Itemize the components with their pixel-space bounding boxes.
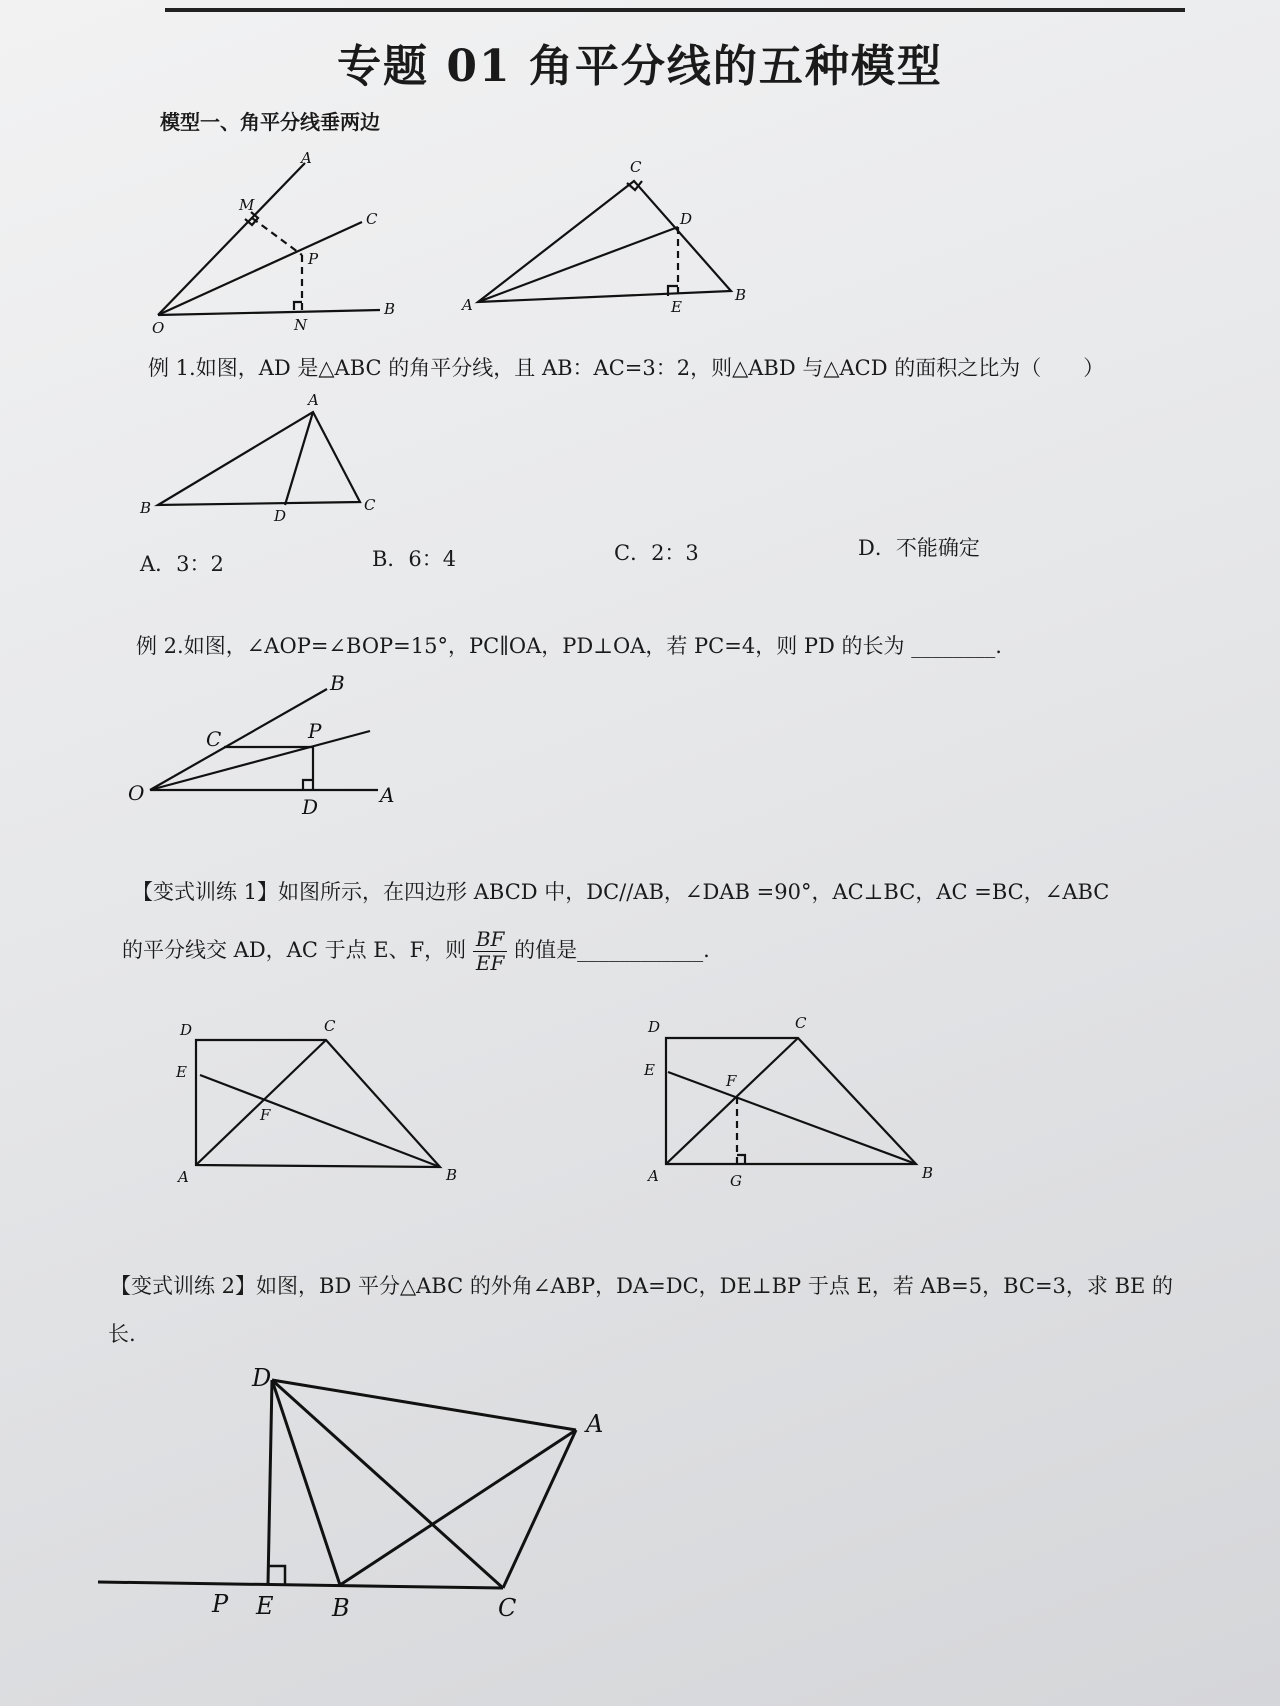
fig2-label-a: A	[462, 296, 473, 314]
example2-question: 例 2.如图，∠AOP=∠BOP=15°，PC∥OA，PD⊥OA，若 PC=4，则 PD 的长为 ________.	[136, 634, 1002, 658]
ex2-label-p: P	[308, 719, 322, 743]
example1-option-b: B．6：4	[372, 547, 457, 571]
ex1-label-c: C	[364, 496, 376, 514]
variant2-question-line1: 【变式训练 2】如图，BD 平分△ABC 的外角∠ABP，DA=DC，DE⊥BP 于点 E，若 AB=5，BC=3，求 BE 的	[110, 1274, 1174, 1298]
example1-option-a: A．3：2	[140, 552, 224, 576]
v2-label-a: A	[586, 1410, 604, 1438]
v2-label-p: P	[212, 1590, 229, 1618]
ex2-label-b: B	[330, 671, 345, 695]
v1a-label-e: E	[176, 1063, 187, 1081]
ex2-label-a: A	[380, 783, 395, 807]
fig2-label-d: D	[680, 210, 693, 228]
v1b-label-d: D	[648, 1018, 661, 1036]
fraction-denominator: EF	[475, 951, 505, 975]
v1a-label-b: B	[446, 1166, 458, 1184]
ex2-label-o: O	[128, 781, 145, 805]
v1b-label-b: B	[922, 1164, 934, 1182]
ex1-label-b: B	[140, 499, 152, 517]
ex1-label-d: D	[274, 507, 287, 525]
variant1-line2-prefix: 的平分线交 AD，AC 于点 E、F，则	[122, 938, 467, 962]
v2-label-c: C	[498, 1594, 517, 1622]
fig2-label-e: E	[671, 298, 682, 316]
ex2-label-d: D	[302, 795, 319, 819]
model-heading: 模型一、角平分线垂两边	[160, 110, 380, 134]
v1b-label-g: G	[730, 1172, 742, 1190]
v2-label-e: E	[256, 1592, 274, 1620]
fig2-label-b: B	[735, 286, 747, 304]
fig1-label-n: N	[294, 316, 308, 334]
v1a-label-c: C	[324, 1017, 336, 1035]
fig1-label-o: O	[152, 319, 165, 337]
v2-label-d: D	[252, 1364, 272, 1392]
variant1-line2-suffix: 的值是____________.	[514, 938, 710, 962]
v1b-label-a: A	[648, 1167, 659, 1185]
v1b-label-e: E	[644, 1061, 655, 1079]
ex2-label-c: C	[206, 727, 222, 751]
fig1-label-m: M	[239, 196, 255, 214]
v2-label-b: B	[332, 1594, 350, 1622]
variant2-question-line2: 长.	[108, 1322, 136, 1346]
fig1-label-a: A	[301, 149, 312, 167]
v1b-label-f: F	[726, 1072, 737, 1090]
example1-question: 例 1.如图，AD 是△ABC 的角平分线，且 AB：AC=3：2，则△ABD 与△ACD 的面积之比为（ ）	[148, 356, 1105, 380]
v1a-label-f: F	[260, 1106, 271, 1124]
v1a-label-a: A	[178, 1168, 189, 1186]
ex1-label-a: A	[308, 391, 319, 409]
example1-option-d: D．不能确定	[858, 536, 980, 560]
fraction-numerator: BF	[473, 928, 508, 952]
page-title: 专题 01 角平分线的五种模型	[337, 41, 943, 92]
example1-option-c: C．2：3	[614, 541, 699, 565]
v1b-label-c: C	[795, 1014, 807, 1032]
fig2-label-c: C	[630, 158, 642, 176]
fig1-label-b: B	[384, 300, 396, 318]
fig1-label-p: P	[308, 250, 319, 268]
variant1-question-line1: 【变式训练 1】如图所示，在四边形 ABCD 中，DC//AB，∠DAB =90°，AC⊥BC，AC =BC，∠ABC	[132, 880, 1110, 904]
v1a-label-d: D	[180, 1021, 193, 1039]
fig1-label-c: C	[366, 210, 378, 228]
